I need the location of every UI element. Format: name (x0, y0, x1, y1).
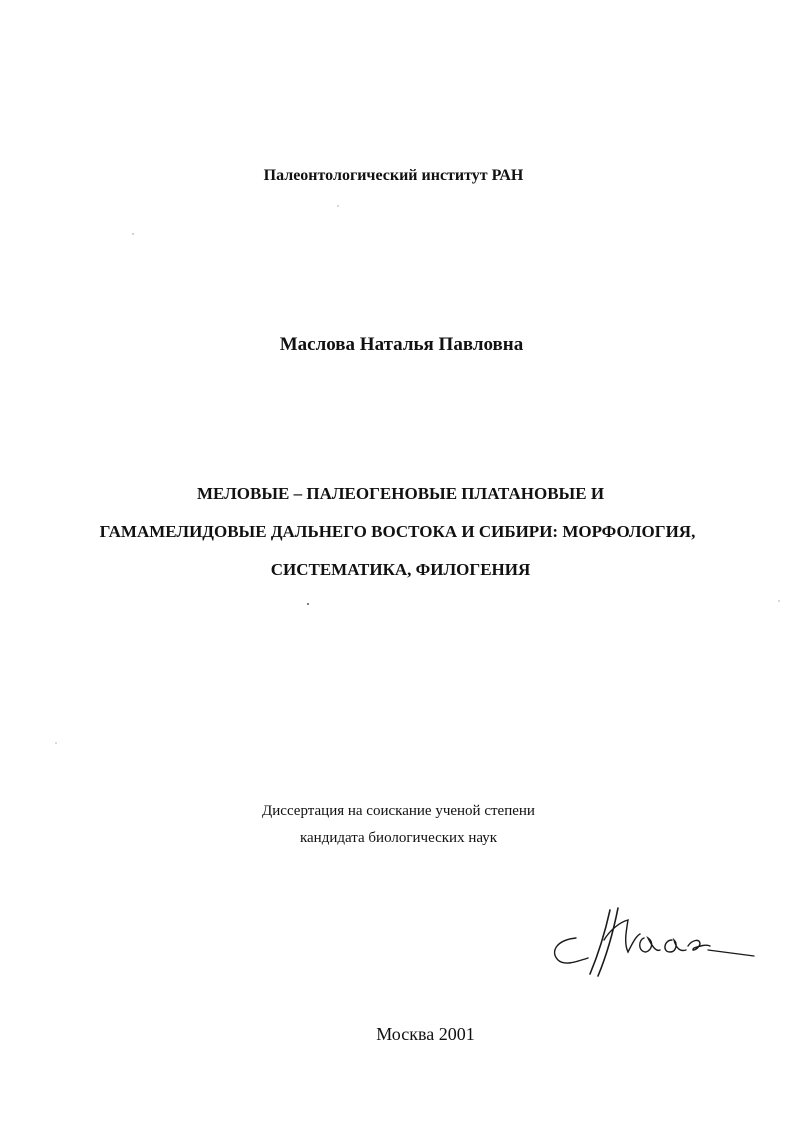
scan-speck (337, 205, 339, 207)
handwritten-signature-icon (548, 900, 758, 980)
scan-speck (132, 233, 134, 235)
scan-speck (307, 603, 309, 605)
scan-speck (55, 742, 57, 744)
degree-statement-line-1: Диссертация на соискание ученой степени (262, 803, 535, 819)
dissertation-title-line-2: ГАМАМЕЛИДОВЫЕ ДАЛЬНЕГО ВОСТОКА И СИБИРИ: МОРФОЛОГИЯ, (99, 522, 696, 541)
scan-speck (778, 600, 780, 602)
city-and-year: Москва 2001 (376, 1024, 475, 1044)
dissertation-title-line-1: МЕЛОВЫЕ – ПАЛЕОГЕНОВЫЕ ПЛАТАНОВЫЕ И (196, 484, 605, 503)
dissertation-title-line-3: СИСТЕМАТИКА, ФИЛОГЕНИЯ (270, 560, 531, 579)
author-name: Маслова Наталья Павловна (279, 334, 524, 355)
institute-name: Палеонтологический институт РАН (263, 167, 524, 184)
degree-statement-line-2: кандидата биологических наук (299, 830, 498, 846)
